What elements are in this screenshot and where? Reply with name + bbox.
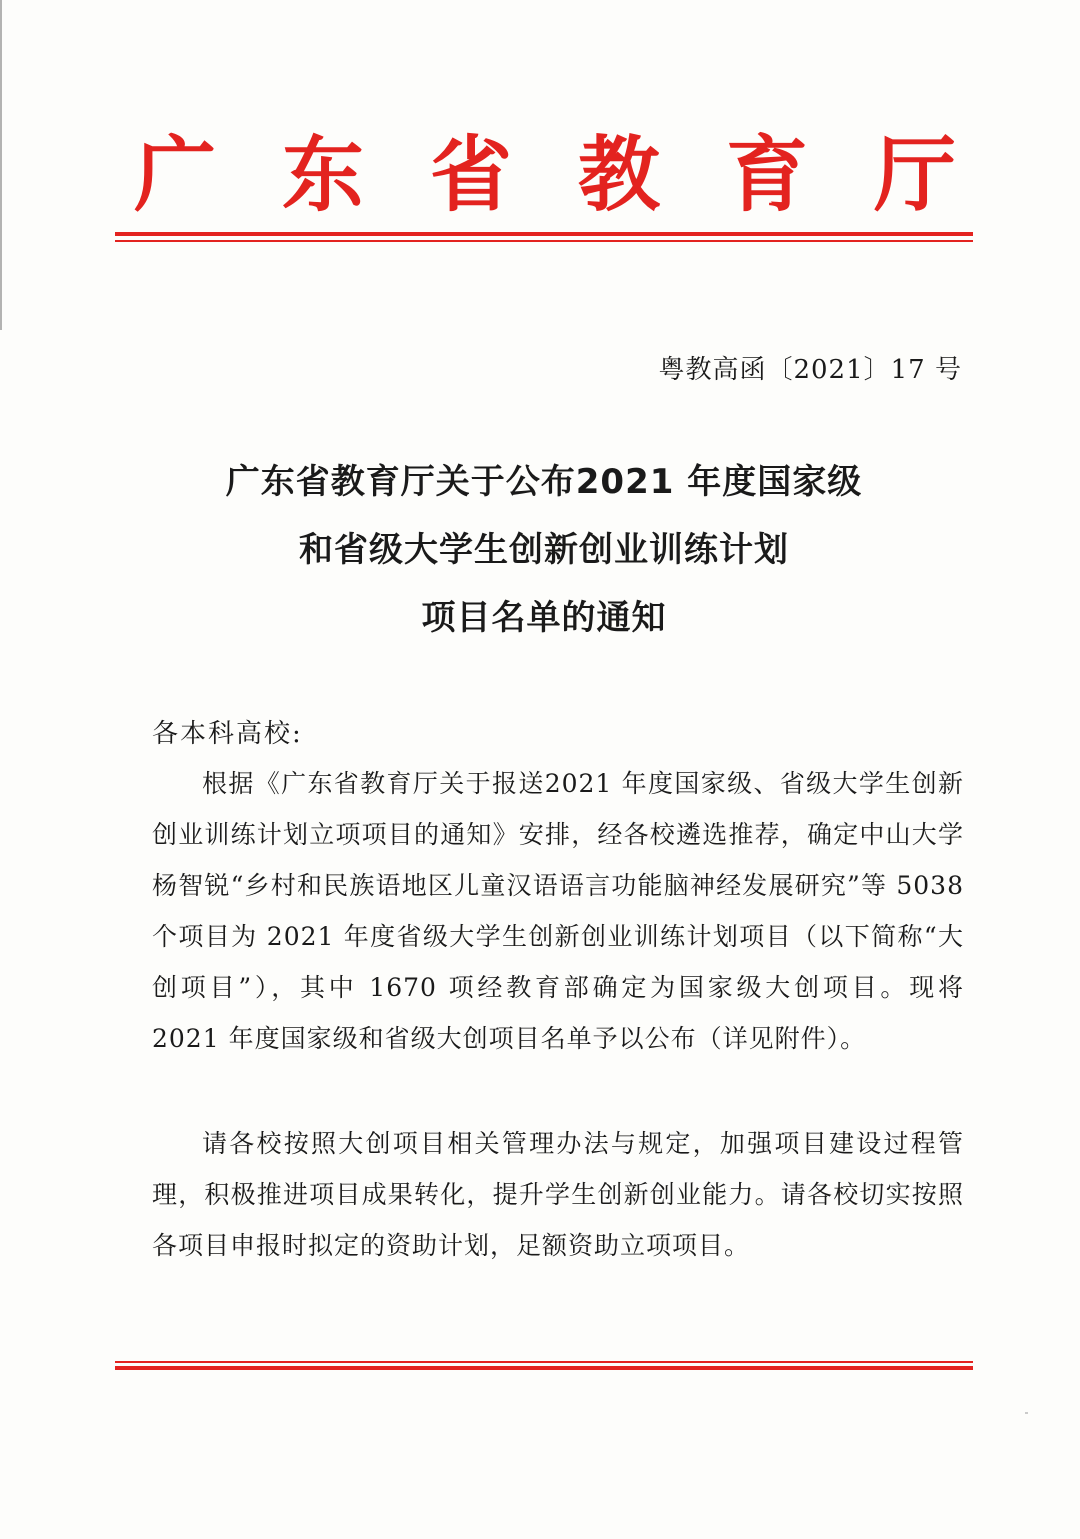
scan-edge-mark [0, 0, 2, 330]
letterhead-char: 育 [725, 127, 808, 223]
letterhead-char: 教 [577, 127, 660, 223]
document-title-line: 和省级大学生创新创业训练计划 [299, 530, 789, 570]
letterhead-rule-thin [115, 240, 973, 242]
footer-rule-thin [115, 1361, 973, 1363]
letterhead-char: 东 [281, 127, 364, 223]
letterhead-char: 广 [133, 127, 216, 223]
document-title [115, 448, 973, 652]
body-paragraph: 根据《广东省教育厅关于报送2021 年度国家级、省级大学生创新创业训练计划立项项目的通知》安排，经各校遴选推荐，确定中山大学杨智锐“乡村和民族语地区儿童汉语语言功能脑神经发展研究”等 5038 个项目为 2021 年度省级大学生创新创业训练计划项目（以下简称“大创项目”），其中 1670 项经教育部确定为国家级大创项目。现将 2021 年度国家级和省级大创项目名单予以公布（详见附件）。 [152, 769, 964, 1053]
letterhead-char: 省 [429, 127, 512, 223]
scan-speck [1025, 1412, 1028, 1414]
document-number: 粤教高函〔2021〕17 号 [658, 355, 962, 385]
document-title-line: 广东省教育厅关于公布2021 年度国家级 [225, 462, 863, 502]
letterhead-rule-thick [115, 232, 973, 236]
salutation: 各本科高校: [152, 719, 303, 749]
body-paragraph: 请各校按照大创项目相关管理办法与规定，加强项目建设过程管理，积极推进项目成果转化，提升学生创新创业能力。请各校切实按照各项目申报时拟定的资助计划，足额资助立项项目。 [152, 1129, 964, 1260]
letterhead-char: 厅 [873, 127, 956, 223]
footer-rule-thick [115, 1366, 973, 1370]
letterhead-title [115, 120, 975, 230]
document-title-line: 项目名单的通知 [421, 598, 667, 638]
